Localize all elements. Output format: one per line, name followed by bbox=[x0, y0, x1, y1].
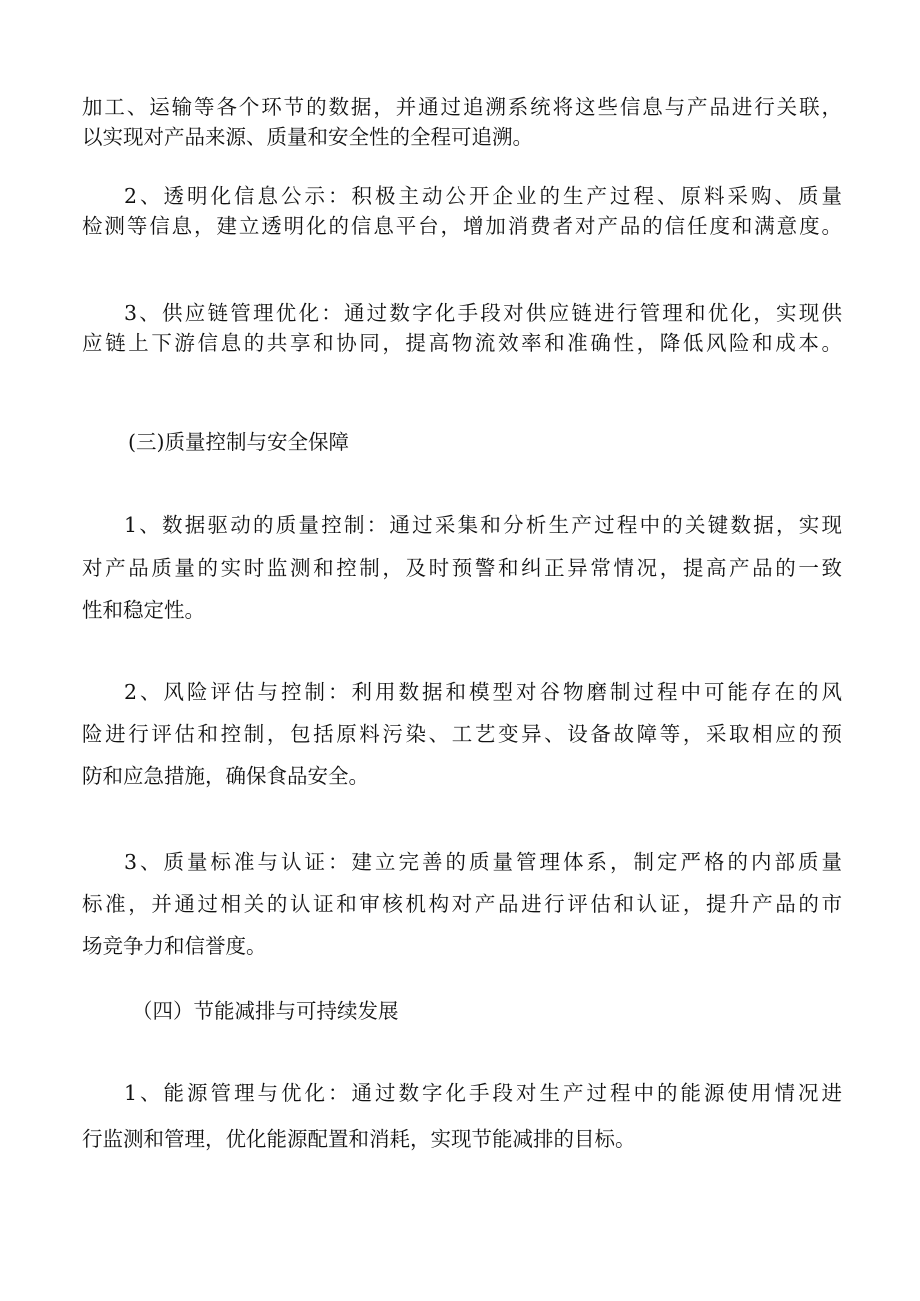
paragraph-quality-standards bbox=[82, 847, 842, 961]
text-line: 应链上下游信息的共享和协同，提高物流效率和准确性，降低风险和成本。 bbox=[82, 331, 842, 355]
text-line: 1、数据驱动的质量控制：通过采集和分析生产过程中的关键数据，实现 bbox=[124, 513, 842, 537]
text-line: 加工、运输等各个环节的数据，并通过追溯系统将这些信息与产品进行关联， bbox=[82, 95, 842, 119]
text-line: 3、供应链管理优化：通过数字化手段对供应链进行管理和优化，实现供 bbox=[124, 301, 842, 325]
section-heading-quality-control: (三)质量控制与安全保障 bbox=[128, 430, 349, 454]
text-line: 2、透明化信息公示：积极主动公开企业的生产过程、原料采购、质量 bbox=[124, 184, 842, 208]
paragraph-data-driven-quality bbox=[82, 510, 842, 625]
text-line: 防和应急措施，确保食品安全。 bbox=[82, 764, 369, 788]
text-line: 3、质量标准与认证：建立完善的质量管理体系，制定严格的内部质量 bbox=[124, 850, 842, 874]
text-line: 性和稳定性。 bbox=[82, 598, 205, 622]
text-line: 对产品质量的实时监测和控制，及时预警和纠正异常情况，提高产品的一致 bbox=[82, 556, 842, 580]
text-line: 场竞争力和信誉度。 bbox=[82, 934, 267, 958]
text-line: 1、能源管理与优化：通过数字化手段对生产过程中的能源使用情况进 bbox=[124, 1081, 842, 1105]
text-line: 标准，并通过相关的认证和审核机构对产品进行评估和认证，提升产品的市 bbox=[82, 892, 842, 916]
section-heading-energy-saving: （四）节能减排与可持续发展 bbox=[132, 999, 399, 1023]
text-line: 行监测和管理，优化能源配置和消耗，实现节能减排的目标。 bbox=[82, 1127, 636, 1151]
paragraph-transparent-disclosure bbox=[82, 181, 842, 241]
text-line: 险进行评估和控制，包括原料污染、工艺变异、设备故障等，采取相应的预 bbox=[82, 722, 842, 746]
text-line: 以实现对产品来源、质量和安全性的全程可追溯。 bbox=[82, 125, 533, 149]
paragraph-energy-management bbox=[82, 1078, 842, 1154]
text-line: 检测等信息，建立透明化的信息平台，增加消费者对产品的信任度和满意度。 bbox=[82, 214, 842, 238]
paragraph-risk-assessment bbox=[82, 677, 842, 791]
paragraph-traceability-continued bbox=[82, 92, 842, 152]
text-line: 2、风险评估与控制：利用数据和模型对谷物磨制过程中可能存在的风 bbox=[124, 680, 842, 704]
paragraph-supply-chain-optimization bbox=[82, 298, 842, 358]
